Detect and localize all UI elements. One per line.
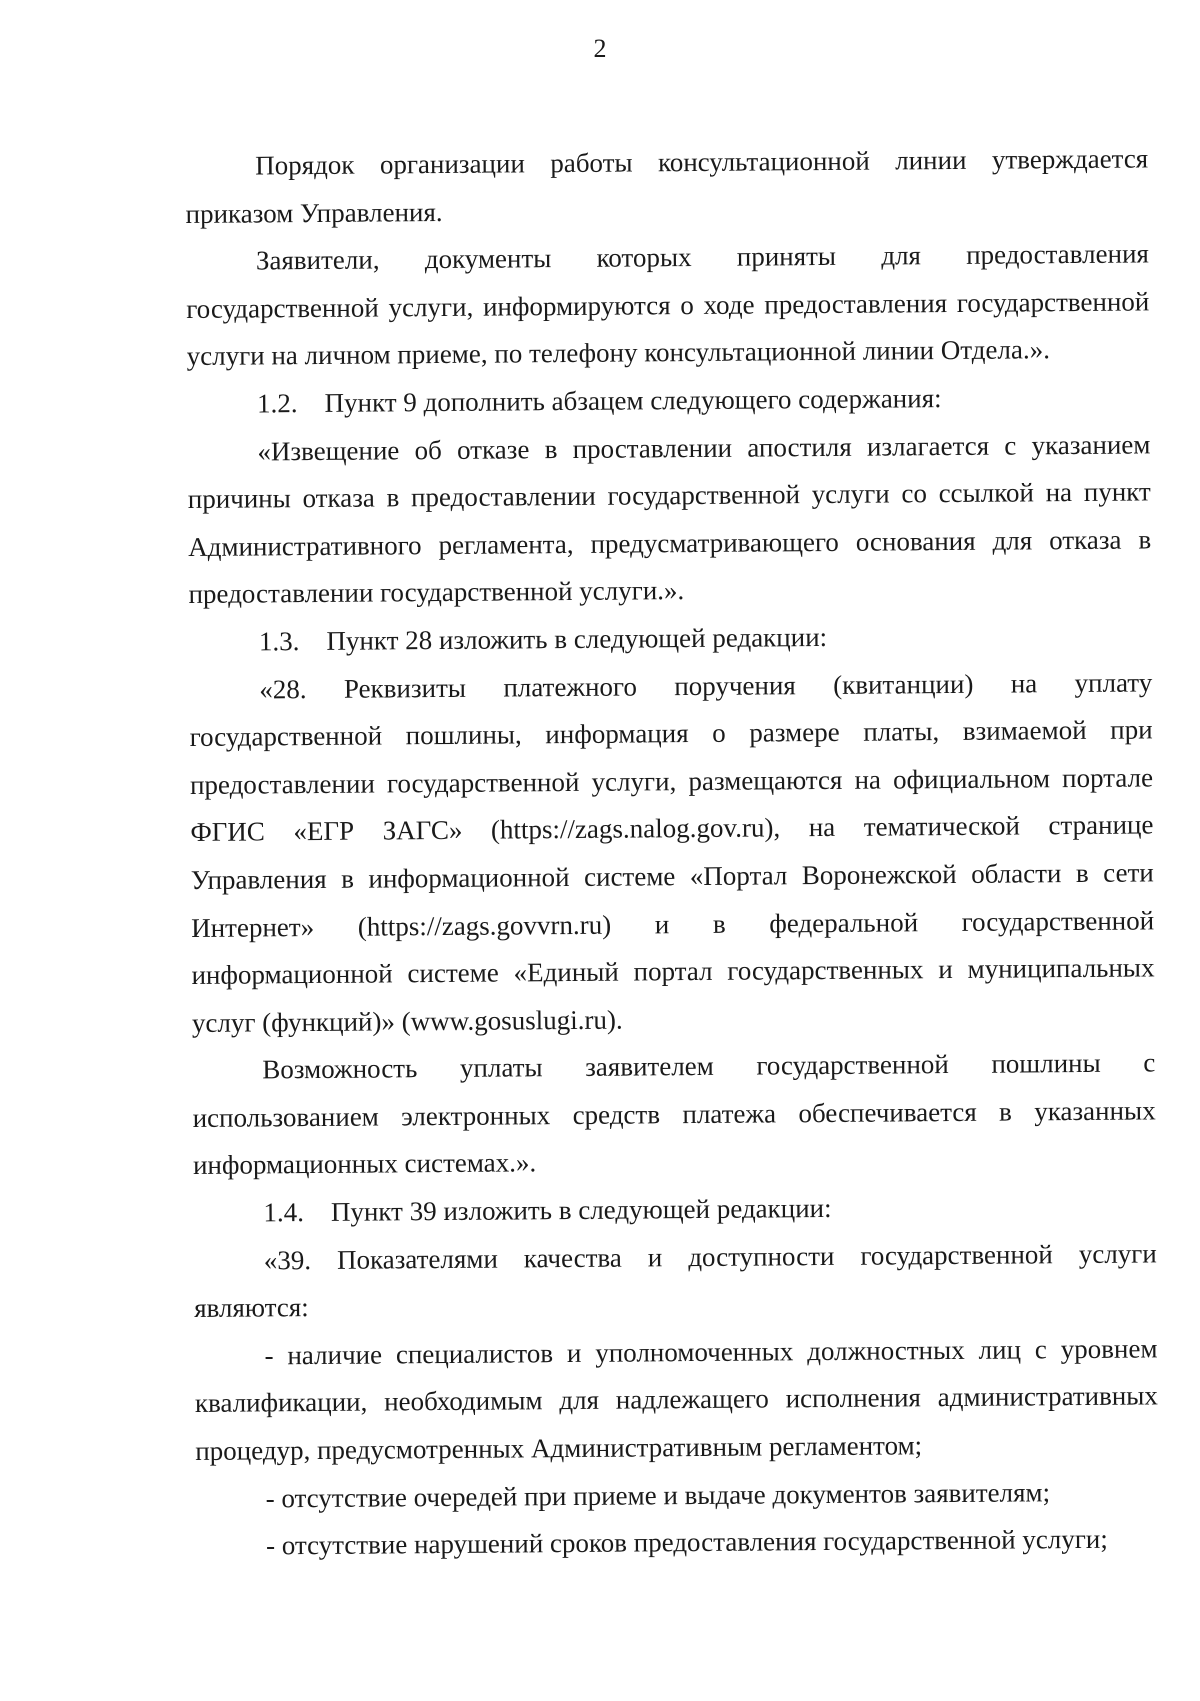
list-item-no-deadline-violations: - отсутствие нарушений сроков предоставления государственной услуги;: [265, 1524, 1108, 1561]
paragraph-item-1-2: 1.2. Пункт 9 дополнить абзацем следующего содержания:: [256, 383, 942, 419]
paragraph-item-39-quality-indicators: «39. Показателями качества и доступности государственной услуги являются:: [194, 1238, 1157, 1324]
list-item-no-queues: - отсутствие очередей при приеме и выдаче документов заявителям;: [265, 1476, 1051, 1514]
paragraph-item-1-4: 1.4. Пункт 39 изложить в следующей редакции:: [263, 1193, 832, 1228]
paragraph-apostille-refusal-notice: «Извещение об отказе в проставлении апостиля излагается с указанием причины отказа в предоставлении государственной услуги со ссылкой на пункт Административного регламента, предусматривающего основания для отказа в предоставлении государственной услуги.».: [187, 428, 1152, 610]
document-body: [185, 135, 1159, 1570]
paragraph-item-1-3: 1.3. Пункт 28 изложить в следующей редакции:: [258, 621, 828, 657]
paragraph-applicants-informed: Заявители, документы которых приняты для предоставления государственной услуги, информируются о ходе предоставления государственной услуги на личном приеме, по телефону консультационной линии Отдела.».: [186, 238, 1150, 372]
paragraph-item-28-requisites: «28. Реквизиты платежного поручения (квитанции) на уплату государственной пошлины, информация о размере платы, взимаемой при предоставлении государственной услуги, размещаются на официальном портале ФГИС «ЕГР ЗАГС» (https://zags.nalog.gov.ru), на тематической странице Управления в информационной системе «Портал Воронежской области в сети Интернет» (https://zags.govvrn.ru) и в федеральной государственной информационной системе «Единый портал государственных и муниципальных услуг (функций)» (www.gosuslugi.ru).: [189, 666, 1155, 1038]
paragraph-electronic-payment: Возможность уплаты заявителем государственной пошлины с использованием электронных средств платежа обеспечивается в указанных информационных системах.».: [192, 1047, 1156, 1181]
paragraph-consultation-line-order: Порядок организации работы консультационной линии утверждается приказом Управления.: [185, 143, 1149, 229]
page-number: 2: [593, 34, 607, 63]
list-item-qualified-specialists: - наличие специалистов и уполномоченных должностных лиц с уровнем квалификации, необходимым для надлежащего исполнения административных процедур, предусмотренных Административным регламентом;: [194, 1333, 1158, 1466]
